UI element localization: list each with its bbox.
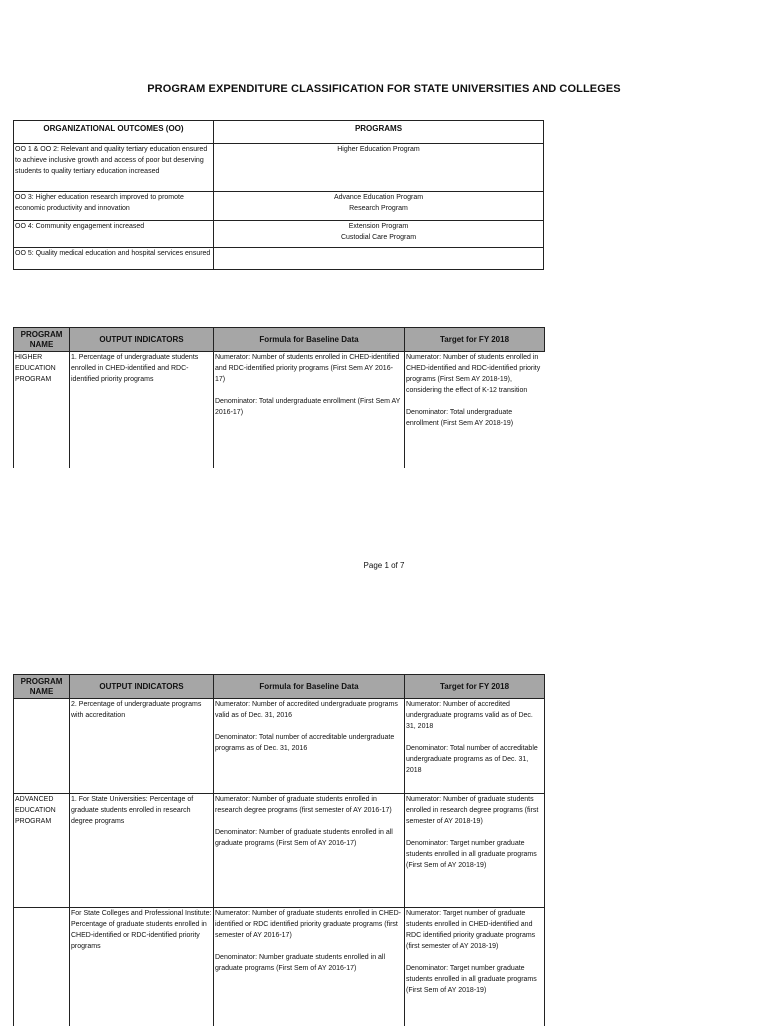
output-indicators-table-continued (13, 674, 545, 1026)
table-row (14, 144, 544, 192)
denominator-text: Denominator: Total undergraduate enrollment (First Sem AY 2016-17) (215, 398, 401, 416)
baseline-formula-cell (214, 699, 405, 794)
column-header: OUTPUT INDICATORS (70, 328, 214, 352)
outcome-cell: OO 4: Community engagement increased (14, 221, 214, 248)
column-header: OUTPUT INDICATORS (70, 675, 214, 699)
programs-cell (214, 192, 544, 221)
column-header: Formula for Baseline Data (214, 328, 405, 352)
denominator-text: Denominator: Total undergraduate enrollment (First Sem AY 2018-19) (406, 409, 514, 427)
output-indicators-table (13, 327, 545, 468)
denominator-text: Denominator: Number graduate students enrolled in all graduate programs (First Sem of AY 2016-17) (215, 954, 386, 972)
table-header-row (14, 121, 544, 144)
program-name: Advance Education Program (333, 194, 424, 201)
column-header: PROGRAM NAME (14, 328, 70, 352)
table-row (14, 248, 544, 270)
numerator-text: Numerator: Target number of graduate students enrolled in CHED-identified and RDC identified priority graduate programs (first semester of AY 2018-19) (406, 910, 536, 950)
baseline-formula-cell (214, 794, 405, 908)
programs-cell (214, 221, 544, 248)
target-cell (405, 908, 545, 1026)
column-header: PROGRAMS (214, 121, 544, 144)
program-name: Higher Education Program (337, 146, 420, 153)
denominator-text: Denominator: Target number graduate students enrolled in all graduate programs (First Sem of AY 2018-19) (406, 840, 537, 869)
program-name-cell: HIGHER EDUCATION PROGRAM (14, 352, 70, 468)
denominator-text: Denominator: Number of graduate students enrolled in all graduate programs (First Sem of AY 2016-17) (215, 829, 393, 847)
baseline-formula-cell (214, 908, 405, 1026)
outcome-cell: OO 3: Higher education research improved to promote economic productivity and innovation (14, 192, 214, 221)
numerator-text: Numerator: Number of graduate students enrolled in research degree programs (first semester of AY 2016-17) (215, 796, 392, 814)
table-header-row (14, 328, 545, 352)
indicator-cell: For State Colleges and Professional Institute: Percentage of graduate students enrolled in CHED-identified or RDC-identified priority programs (70, 908, 214, 1026)
column-header: PROGRAM NAME (14, 675, 70, 699)
denominator-text: Denominator: Target number graduate students enrolled in all graduate programs (First Sem of AY 2018-19) (406, 965, 537, 994)
indicator-cell: 1. For State Universities: Percentage of graduate students enrolled in research degree programs (70, 794, 214, 908)
programs-cell (214, 144, 544, 192)
programs-cell (214, 248, 544, 270)
column-header: Target for FY 2018 (405, 328, 545, 352)
table-header-row (14, 675, 545, 699)
organizational-outcomes-table (13, 120, 544, 270)
denominator-text: Denominator: Total number of accreditable undergraduate programs as of Dec. 31, 2018 (406, 745, 538, 774)
numerator-text: Numerator: Number of accredited undergraduate programs valid as of Dec. 31, 2018 (406, 701, 533, 730)
table-row (14, 699, 545, 794)
document-title: PROGRAM EXPENDITURE CLASSIFICATION FOR STATE UNIVERSITIES AND COLLEGES (147, 83, 621, 95)
table-row (14, 794, 545, 908)
outcome-cell: OO 5: Quality medical education and hospital services ensured (14, 248, 214, 270)
target-cell (405, 794, 545, 908)
numerator-text: Numerator: Number of accredited undergraduate programs valid as of Dec. 31, 2016 (215, 701, 398, 719)
numerator-text: Numerator: Number of students enrolled in CHED-identified and RDC-identified priority programs (First Sem AY 2016-17) (215, 354, 400, 383)
denominator-text: Denominator: Total number of accreditable undergraduate programs as of Dec. 31, 2016 (215, 734, 395, 752)
table-row (14, 192, 544, 221)
target-cell (405, 352, 545, 468)
indicator-cell: 2. Percentage of undergraduate programs with accreditation (70, 699, 214, 794)
page-number: Page 1 of 7 (363, 561, 405, 570)
numerator-text: Numerator: Number of graduate students enrolled in CHED-identified or RDC identified priority graduate programs (first semester of AY 2016-17) (215, 910, 401, 939)
numerator-text: Numerator: Number of graduate students enrolled in research degree programs (first semester of AY 2018-19) (406, 796, 539, 825)
outcome-cell: OO 1 & OO 2: Relevant and quality tertiary education ensured to achieve inclusive growth and access of poor but deserving students to quality tertiary education increased (14, 144, 214, 192)
program-name: Custodial Care Program (340, 234, 417, 241)
table-row (14, 221, 544, 248)
indicator-cell: 1. Percentage of undergraduate students enrolled in CHED-identified and RDC-identified priority programs (70, 352, 214, 468)
column-header: ORGANIZATIONAL OUTCOMES (OO) (14, 121, 214, 144)
program-name-cell (14, 908, 70, 1026)
program-name: Research Program (349, 205, 408, 212)
table-row (14, 352, 545, 468)
program-name-cell: ADVANCED EDUCATION PROGRAM (14, 794, 70, 908)
column-header: Formula for Baseline Data (214, 675, 405, 699)
baseline-formula-cell (214, 352, 405, 468)
target-cell (405, 699, 545, 794)
numerator-text: Numerator: Number of students enrolled in CHED-identified and RDC-identified priority programs (First Sem AY 2018-19), considering the effect of K-12 transition (406, 354, 541, 394)
program-name: Extension Program (348, 223, 409, 230)
column-header: Target for FY 2018 (405, 675, 545, 699)
table-row (14, 908, 545, 1026)
program-name-cell (14, 699, 70, 794)
